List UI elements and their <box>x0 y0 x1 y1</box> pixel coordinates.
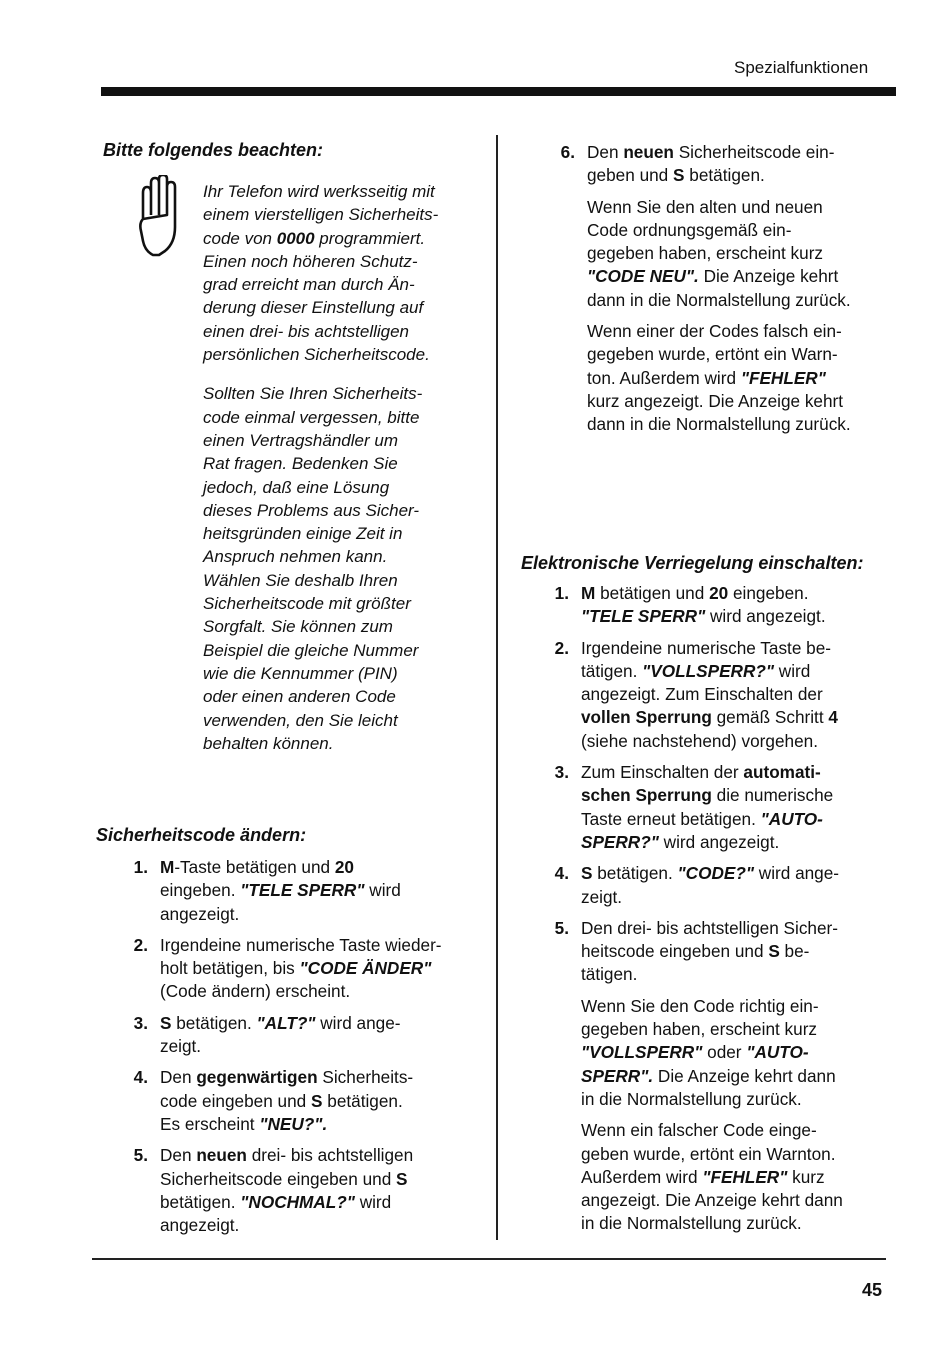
body-text: die numerische <box>711 785 834 806</box>
step-paragraph <box>587 141 892 188</box>
emphasis-text: "CODE ÄNDER" <box>299 958 432 979</box>
step-number: 5. <box>554 917 569 938</box>
step-paragraph <box>581 637 886 753</box>
body-text: kurz <box>787 1166 825 1187</box>
body-text: Wenn ein falscher Code einge- <box>581 1120 817 1141</box>
body-text: Außerdem wird <box>581 1166 703 1187</box>
step-paragraph <box>160 934 490 1004</box>
step-item <box>541 862 886 909</box>
note-line: Anspruch nehmen kann. <box>203 547 388 567</box>
step-item <box>541 637 886 753</box>
body-text: Es erscheint <box>160 1113 260 1134</box>
body-text: be- <box>779 941 810 962</box>
body-text: Wenn einer der Codes falsch ein- <box>587 321 842 342</box>
body-text: wird ange- <box>754 863 840 884</box>
body-text: gemäß Schritt <box>711 707 829 728</box>
body-text: angezeigt. Zum Einschalten der <box>581 684 823 705</box>
body-text: in die Normalstellung zurück. <box>581 1088 802 1109</box>
note-paragraph-2 <box>203 382 493 755</box>
hand-icon <box>135 175 185 257</box>
note-line: oder einen anderen Code <box>203 687 396 707</box>
body-text: -Taste betätigen und <box>174 857 335 877</box>
emphasis-text: "FEHLER" <box>702 1166 788 1187</box>
body-text: code eingeben und <box>160 1090 312 1111</box>
body-text: eingeben. <box>728 583 809 603</box>
emphasis-text: "VOLLSPERR" <box>581 1042 703 1063</box>
note-paragraph-1 <box>203 180 493 366</box>
body-text: oder <box>702 1042 747 1063</box>
step-item <box>120 1012 490 1059</box>
body-text: betätigen. <box>322 1090 403 1111</box>
emphasis-text: "NEU?". <box>259 1113 328 1134</box>
body-text: Taste erneut betätigen. <box>581 808 761 829</box>
page-header-title: Spezialfunktionen <box>734 58 869 77</box>
body-text: geben und <box>587 165 674 186</box>
step-paragraph <box>587 320 892 436</box>
change-code-steps <box>120 856 490 1237</box>
note-line: Wählen Sie deshalb Ihren <box>203 570 398 590</box>
emphasis-text: 20 <box>709 583 729 603</box>
body-text: Sicherheitscode ein- <box>673 142 835 162</box>
step-paragraph <box>581 761 886 854</box>
emphasis-text: "ALT?" <box>256 1012 316 1033</box>
body-text: angezeigt. <box>160 1215 240 1236</box>
body-text: eingeben. <box>160 880 241 901</box>
emphasis-text: "TELE SPERR" <box>581 606 706 627</box>
emphasis-text: "AUTO- <box>746 1042 809 1063</box>
emphasis-text: gegenwärtigen <box>196 1067 318 1088</box>
emphasis-text: neuen <box>196 1145 247 1166</box>
step-paragraph <box>160 1012 490 1059</box>
step-number: 3. <box>133 1012 148 1033</box>
note-text <box>203 180 493 755</box>
step-paragraph <box>581 582 886 629</box>
step-paragraph <box>587 196 892 312</box>
emphasis-text: SPERR". <box>581 1065 654 1086</box>
body-text: gegeben wurde, ertönt ein Warn- <box>587 344 838 365</box>
emphasis-text: S <box>673 165 685 186</box>
step-number: 2. <box>133 934 148 955</box>
emphasis-text: "TELE SPERR" <box>240 880 365 901</box>
emphasis-text: M <box>581 583 596 603</box>
body-text: Den drei- bis achtstelligen Sicher- <box>581 917 838 938</box>
step-number: 4. <box>554 863 569 884</box>
step-paragraph <box>581 862 886 909</box>
body-text: gegeben haben, erscheint kurz <box>587 243 824 264</box>
step-item <box>120 1144 490 1237</box>
step-paragraph <box>160 856 490 926</box>
step-paragraph <box>581 1119 886 1235</box>
emphasis-text: 4 <box>828 707 838 728</box>
body-text: ton. Außerdem wird <box>587 367 741 388</box>
body-text: gegeben haben, erscheint kurz <box>581 1019 818 1040</box>
body-text: dann in die Normalstellung zurück. <box>587 414 851 435</box>
note-heading: Bitte folgendes beachten: <box>103 140 324 160</box>
note-line: grad erreicht man durch Än- <box>203 275 415 295</box>
note-line: code einmal vergessen, bitte <box>203 407 420 427</box>
body-text: wird ange- <box>315 1012 401 1033</box>
emphasis-text: "AUTO- <box>760 808 823 829</box>
step-item <box>541 917 886 1236</box>
emphasis-text: vollen Sperrung <box>581 707 712 728</box>
note-line: Ihr Telefon wird werksseitig mit <box>203 182 435 201</box>
note-line: heitsgründen einige Zeit in <box>203 524 403 544</box>
emphasis-text: "VOLLSPERR?" <box>642 660 774 681</box>
note-line: dieses Problems aus Sicher- <box>203 500 420 520</box>
header-rule <box>101 87 896 96</box>
note-line: einem vierstelligen Sicherheits- <box>203 205 439 225</box>
step-number: 5. <box>133 1145 148 1166</box>
note-line: Rat fragen. Bedenken Sie <box>203 454 398 474</box>
body-text: Sicherheits- <box>317 1067 414 1088</box>
body-text: holt betätigen, bis <box>160 958 300 979</box>
step-item <box>547 141 892 437</box>
body-text: tätigen. <box>581 660 643 681</box>
note-line: programmiert. <box>314 228 426 248</box>
step-item <box>541 582 886 629</box>
emphasis-text: M <box>160 857 175 877</box>
body-text: Die Anzeige kehrt dann <box>653 1065 836 1086</box>
body-text: zeigt. <box>581 886 623 907</box>
body-text: Code ordnungsgemäß ein- <box>587 219 792 240</box>
step-paragraph <box>160 1144 490 1237</box>
body-text: drei- bis achtstelligen <box>246 1145 414 1166</box>
emphasis-text: S <box>768 941 780 962</box>
note-line: wie die Kennummer (PIN) <box>203 663 398 683</box>
body-text: wird <box>774 660 811 681</box>
note-line: derung dieser Einstellung auf <box>203 298 424 318</box>
body-text: heitscode eingeben und <box>581 941 769 962</box>
step-item <box>120 1066 490 1136</box>
step-number: 6. <box>560 142 575 162</box>
note-line: einen drei- bis achtstelligen <box>203 321 410 341</box>
emphasis-text: S <box>311 1090 323 1111</box>
note-line: Einen noch höheren Schutz- <box>203 251 418 271</box>
body-text: in die Normalstellung zurück. <box>581 1213 802 1234</box>
step-item <box>541 761 886 854</box>
note-line: code von <box>203 228 277 248</box>
body-text: betätigen. <box>592 863 678 884</box>
body-text: Den <box>160 1067 197 1088</box>
body-text: (siehe nachstehend) vorgehen. <box>581 730 818 751</box>
body-text: Die Anzeige kehrt <box>698 266 839 287</box>
column-divider <box>496 135 498 1240</box>
body-text: Wenn Sie den alten und neuen <box>587 196 823 217</box>
body-text: dann in die Normalstellung zurück. <box>587 289 851 310</box>
step-item <box>120 856 490 926</box>
note-line: Beispiel die gleiche Nummer <box>203 640 419 660</box>
change-code-heading: Sicherheitscode ändern: <box>96 825 307 845</box>
note-line: einen Vertragshändler um <box>203 430 398 450</box>
emphasis-text: automati- <box>743 762 821 783</box>
body-text: wird angezeigt. <box>658 831 780 852</box>
body-text: angezeigt. Die Anzeige kehrt dann <box>581 1190 843 1211</box>
note-line: persönlichen Sicherheitscode. <box>203 345 430 365</box>
change-code-steps-continued <box>547 141 892 437</box>
body-text: zeigt. <box>160 1036 202 1057</box>
body-text: Irgendeine numerische Taste be- <box>581 637 832 658</box>
emphasis-text: schen Sperrung <box>581 785 712 806</box>
emphasis-text: "NOCHMAL?" <box>240 1191 355 1212</box>
body-text: tätigen. <box>581 964 638 985</box>
emphasis-text: 0000 <box>276 228 315 248</box>
body-text: Zum Einschalten der <box>581 762 744 783</box>
body-text: betätigen. <box>684 165 765 186</box>
emphasis-text: "CODE NEU". <box>587 266 699 287</box>
note-line: Sorgfalt. Sie können zum <box>203 617 393 637</box>
lock-heading: Elektronische Verriegelung einschalten: <box>521 553 864 573</box>
body-text: kurz angezeigt. Die Anzeige kehrt <box>587 390 844 411</box>
body-text: Wenn Sie den Code richtig ein- <box>581 995 819 1016</box>
body-text: Den <box>160 1145 197 1166</box>
note-line: Sicherheitscode mit größter <box>203 594 411 614</box>
body-text: wird angezeigt. <box>705 606 826 627</box>
emphasis-text: neuen <box>623 142 674 162</box>
emphasis-text: 20 <box>334 857 354 877</box>
body-text: wird <box>364 880 401 901</box>
emphasis-text: S <box>160 1012 172 1033</box>
step-number: 2. <box>554 637 569 658</box>
body-text: angezeigt. <box>160 903 240 924</box>
step-number: 3. <box>554 762 569 783</box>
body-text: betätigen. <box>171 1012 257 1033</box>
body-text: wird <box>354 1191 392 1212</box>
note-line: jedoch, daß eine Lösung <box>203 477 390 497</box>
lock-steps <box>541 582 886 1236</box>
body-text: Irgendeine numerische Taste wieder- <box>160 934 442 955</box>
body-text: betätigen. <box>160 1191 241 1212</box>
step-number: 4. <box>133 1067 148 1088</box>
emphasis-text: S <box>396 1168 408 1189</box>
step-item <box>120 934 490 1004</box>
emphasis-text: "CODE?" <box>677 863 754 884</box>
emphasis-text: "FEHLER" <box>740 367 826 388</box>
emphasis-text: S <box>581 863 593 884</box>
footer-rule <box>92 1258 886 1260</box>
body-text: Sicherheitscode eingeben und <box>160 1168 397 1189</box>
step-paragraph <box>160 1066 490 1136</box>
page-number: 45 <box>862 1280 883 1300</box>
note-line: Sollten Sie Ihren Sicherheits- <box>203 384 423 404</box>
body-text: betätigen und <box>595 583 710 603</box>
step-paragraph <box>581 995 886 1111</box>
step-paragraph <box>581 917 886 987</box>
note-line: behalten können. <box>203 733 334 753</box>
emphasis-text: SPERR?" <box>581 831 659 852</box>
step-number: 1. <box>133 857 148 877</box>
step-number: 1. <box>554 583 569 603</box>
note-line: verwenden, den Sie leicht <box>203 710 398 730</box>
body-text: (Code ändern) erscheint. <box>160 981 351 1002</box>
body-text: geben wurde, ertönt ein Warnton. <box>581 1143 836 1164</box>
body-text: Den <box>587 142 624 162</box>
